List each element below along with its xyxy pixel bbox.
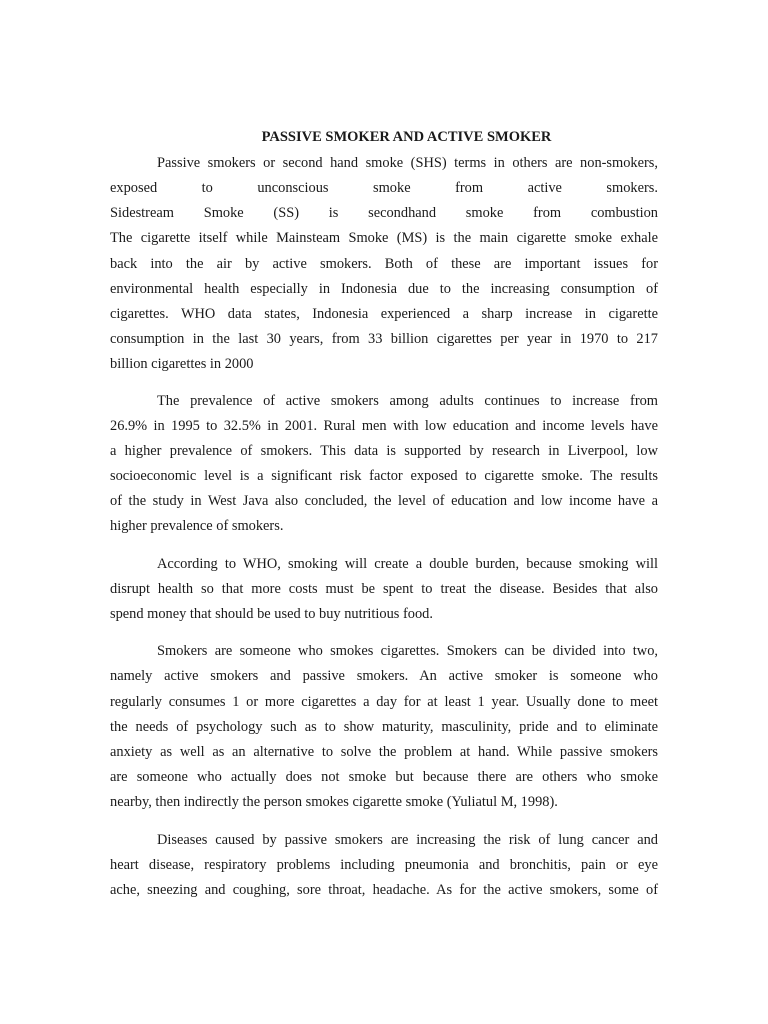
paragraph-2-line-3: a higher prevalence of smokers. This data is supported by research in Liverpool, low (110, 443, 658, 459)
paragraph-1-line-2: exposed to unconscious smoke from active smokers. (110, 180, 658, 196)
paragraph-5-line-3: ache, sneezing and coughing, sore throat, headache. As for the active smokers, some of (110, 882, 658, 898)
paragraph-3-line-3: spend money that should be used to buy nutritious food. (110, 606, 433, 622)
paragraph-5-line-1: Diseases caused by passive smokers are increasing the risk of lung cancer and (157, 832, 658, 848)
paragraph-1-line-5: back into the air by active smokers. Both of these are important issues for (110, 256, 658, 272)
paragraph-1-line-1: Passive smokers or second hand smoke (SHS) terms in others are non-smokers, (157, 155, 658, 171)
paragraph-3-line-1: According to WHO, smoking will create a double burden, because smoking will (157, 556, 658, 572)
paragraph-1-line-9: billion cigarettes in 2000 (110, 356, 254, 372)
paragraph-5-line-2: heart disease, respiratory problems including pneumonia and bronchitis, pain or eye (110, 857, 658, 873)
paragraph-1-line-3: Sidestream Smoke (SS) is secondhand smoke from combustion (110, 205, 658, 221)
paragraph-4-line-4: the needs of psychology such as to show maturity, masculinity, pride and to eliminate (110, 719, 658, 735)
paragraph-4-line-7: nearby, then indirectly the person smokes cigarette smoke (Yuliatul M, 1998). (110, 794, 558, 810)
paragraph-4-line-6: are someone who actually does not smoke but because there are others who smoke (110, 769, 658, 785)
paragraph-2-line-2: 26.9% in 1995 to 32.5% in 2001. Rural men with low education and income levels have (110, 418, 658, 434)
paragraph-4-line-1: Smokers are someone who smokes cigarettes. Smokers can be divided into two, (157, 643, 658, 659)
paragraph-4-line-2: namely active smokers and passive smokers. An active smoker is someone who (110, 668, 658, 684)
paragraph-2-line-6: higher prevalence of smokers. (110, 518, 284, 534)
paragraph-4-line-3: regularly consumes 1 or more cigarettes a day for at least 1 year. Usually done to meet (110, 694, 658, 710)
paragraph-1-line-7: cigarettes. WHO data states, Indonesia experienced a sharp increase in cigarette (110, 306, 658, 322)
document-title: PASSIVE SMOKER AND ACTIVE SMOKER (261, 129, 552, 145)
paragraph-2-line-4: socioeconomic level is a significant risk factor exposed to cigarette smoke. The results (110, 468, 658, 484)
paragraph-1-line-8: consumption in the last 30 years, from 33 billion cigarettes per year in 1970 to 217 (110, 331, 658, 347)
paragraph-3-line-2: disrupt health so that more costs must be spent to treat the disease. Besides that also (110, 581, 658, 597)
paragraph-2-line-1: The prevalence of active smokers among adults continues to increase from (157, 393, 658, 409)
paragraph-2-line-5: of the study in West Java also concluded, the level of education and low income have a (110, 493, 658, 509)
paragraph-1-line-4: The cigarette itself while Mainsteam Smoke (MS) is the main cigarette smoke exhale (110, 230, 658, 246)
paragraph-1-line-6: environmental health especially in Indonesia due to the increasing consumption of (110, 281, 658, 297)
paragraph-4-line-5: anxiety as well as an alternative to solve the problem at hand. While passive smokers (110, 744, 658, 760)
